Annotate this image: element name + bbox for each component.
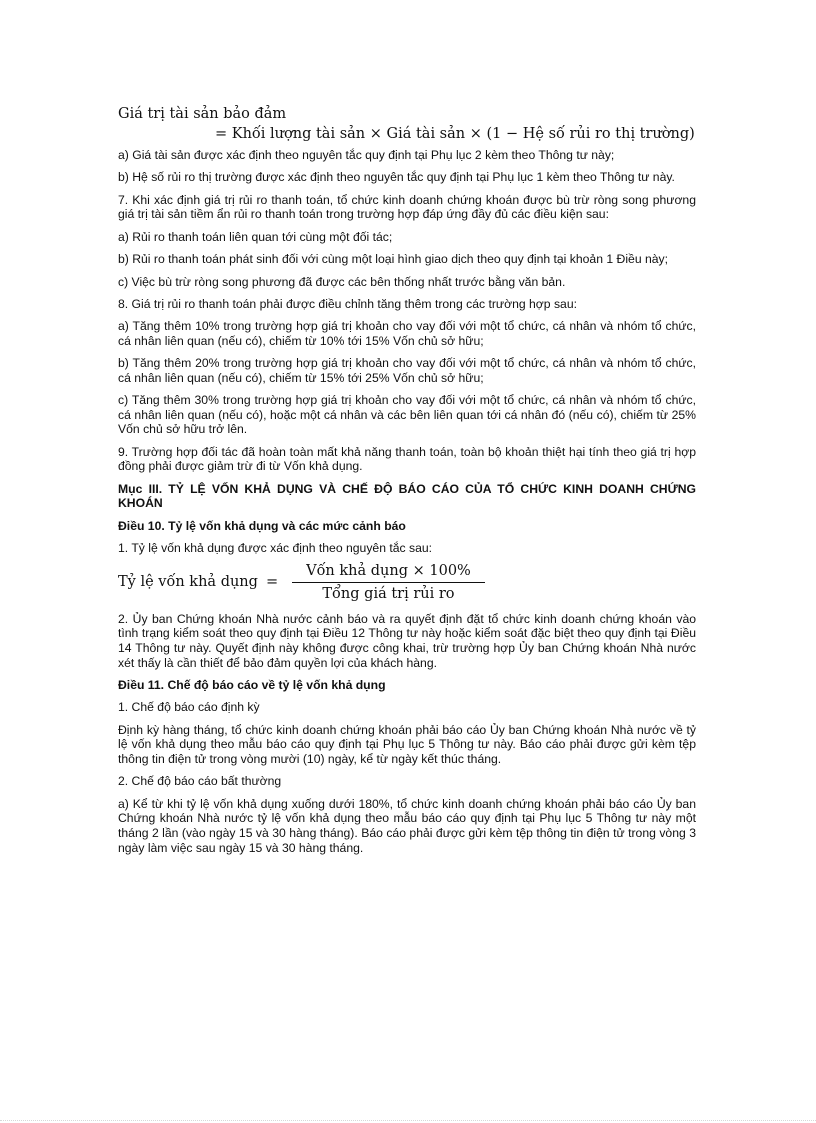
formula-label: Giá trị tài sản bảo đảm xyxy=(118,106,287,122)
paragraph: 7. Khi xác định giá trị rủi ro thanh toán, tổ chức kinh doanh chứng khoán được bù trừ ròng song phương giá trị tài sản tiềm ẩn rủi ro thanh toán trong trường hợp đáp ứng đầy đủ các điều kiện sau: xyxy=(118,192,696,222)
paragraph: 1. Tỷ lệ vốn khả dụng được xác định theo nguyên tắc sau: xyxy=(118,541,433,556)
document-page xyxy=(118,105,696,863)
paragraph: 8. Giá trị rủi ro thanh toán phải được điều chỉnh tăng thêm trong các trường hợp sau: xyxy=(118,296,577,311)
article-10-heading: Điều 10. Tỷ lệ vốn khả dụng và các mức cảnh báo xyxy=(118,518,406,533)
paragraph: c) Tăng thêm 30% trong trường hợp giá trị khoản cho vay đối với một tổ chức, cá nhân và nhóm tổ chức, cá nhân liên quan (nếu có), hoặc một cá nhân và các bên liên quan tới cá nhân đó (nếu có), chiếm từ 25% Vốn chủ sở hữu trở lên. xyxy=(118,393,696,437)
paragraph: a) Kể từ khi tỷ lệ vốn khả dụng xuống dưới 180%, tổ chức kinh doanh chứng khoán phải báo cáo Ủy ban Chứng khoán Nhà nước tỷ lệ vốn khả dụng theo mẫu báo cáo quy định tại Phụ lục 5 Thông tư này một tháng 2 lần (vào ngày 15 và 30 hàng tháng). Báo cáo phải được gửi kèm tệp thông tin điện tử trong vòng 3 ngày làm việc sau ngày 15 và 30 hàng tháng. xyxy=(118,796,696,855)
paragraph: b) Rủi ro thanh toán phát sinh đối với cùng một loại hình giao dịch theo quy định tại khoản 1 Điều này; xyxy=(118,252,669,267)
paragraph: 2. Chế độ báo cáo bất thường xyxy=(118,774,282,789)
paragraph: 9. Trường hợp đối tác đã hoàn toàn mất khả năng thanh toán, toàn bộ khoản thiệt hại tính theo giá trị hợp đồng phải được giảm trừ đi từ Vốn khả dụng. xyxy=(118,444,696,474)
formula-capital-ratio xyxy=(118,564,696,602)
paragraph: a) Rủi ro thanh toán liên quan tới cùng một đối tác; xyxy=(118,229,393,244)
fraction-denominator: Tổng giá trị rủi ro xyxy=(322,586,455,603)
formula-lhs: Tỷ lệ vốn khả dụng xyxy=(118,574,258,591)
paragraph: Định kỳ hàng tháng, tổ chức kinh doanh chứng khoán phải báo cáo Ủy ban Chứng khoán Nhà nước về tỷ lệ vốn khả dụng theo mẫu báo cáo quy định tại Phụ lục 5 Thông tư này. Báo cáo phải được gửi kèm tệp thông tin điện tử trong vòng mười (10) ngày, kể từ ngày kết thúc tháng. xyxy=(118,722,696,766)
formula-collateral-value xyxy=(118,105,696,143)
fraction-numerator: Vốn khả dụng × 100% xyxy=(292,564,485,584)
paragraph: 1. Chế độ báo cáo định kỳ xyxy=(118,700,260,715)
paragraph: c) Việc bù trừ ròng song phương đã được các bên thống nhất trước bằng văn bản. xyxy=(118,274,566,289)
article-11-heading: Điều 11. Chế độ báo cáo về tỷ lệ vốn khả dụng xyxy=(118,677,386,692)
paragraph: b) Hệ số rủi ro thị trường được xác định theo nguyên tắc quy định tại Phụ lục 1 kèm theo Thông tư này. xyxy=(118,170,675,185)
paragraph: a) Giá tài sản được xác định theo nguyên tắc quy định tại Phụ lục 2 kèm theo Thông tư này; xyxy=(118,148,615,162)
paragraph: b) Tăng thêm 20% trong trường hợp giá trị khoản cho vay đối với một tổ chức, cá nhân và nhóm tổ chức, cá nhân liên quan (nếu có), chiếm từ 15% tới 25% Vốn chủ sở hữu; xyxy=(118,356,696,385)
paragraph: a) Tăng thêm 10% trong trường hợp giá trị khoản cho vay đối với một tổ chức, cá nhân và nhóm tổ chức, cá nhân liên quan (nếu có), chiếm từ 10% tới 15% Vốn chủ sở hữu; xyxy=(118,319,696,348)
paragraph: 2. Ủy ban Chứng khoán Nhà nước cảnh báo và ra quyết định đặt tổ chức kinh doanh chứng khoán vào tình trạng kiểm soát theo quy định tại Điều 12 Thông tư này hoặc kiểm soát đặc biệt theo quy định tại Điều 14 Thông tư này. Quyết định này không được công khai, trừ trường hợp Ủy ban Chứng khoán Nhà nước xét thấy là cần thiết để bảo đảm quyền lợi của khách hàng. xyxy=(118,611,696,670)
formula-equals: = xyxy=(265,574,279,591)
section-heading: Mục III. TỶ LỆ VỐN KHẢ DỤNG VÀ CHẾ ĐỘ BÁO CÁO CỦA TỔ CHỨC KINH DOANH CHỨNG KHOÁN xyxy=(118,481,696,511)
formula-rhs: = Khối lượng tài sản × Giá tài sản × (1 − Hệ số rủi ro thị trường) xyxy=(215,126,695,142)
page-bottom-divider xyxy=(0,1120,816,1121)
fraction xyxy=(292,564,485,602)
